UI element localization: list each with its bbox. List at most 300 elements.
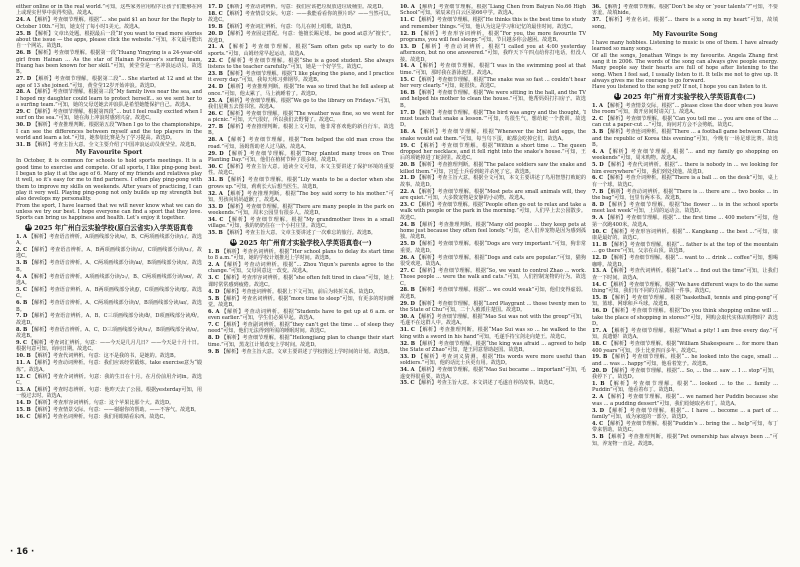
question-number: 23. bbox=[208, 71, 217, 77]
question-number: 16. bbox=[592, 308, 601, 315]
answer-item bbox=[592, 162, 778, 175]
answer-item bbox=[208, 24, 394, 30]
answer-letter: C bbox=[215, 275, 220, 282]
question-number: 14. bbox=[400, 63, 409, 70]
answer-letter: B bbox=[411, 30, 416, 37]
question-number: 35. bbox=[208, 230, 217, 237]
explanation-text: 【解析】考查形容词辨析。根据“she often felt tired in class”可知，她上课时常常感到疲倦。故选C。 bbox=[208, 275, 394, 288]
answer-item bbox=[400, 143, 586, 162]
explanation-text: 【解析】考查细节理解。根据“Whenever the bird laid eggs, the snake would eat them.”可知，每当鸟下蛋，蛇都会吃掉它们。故选A。 bbox=[400, 129, 586, 142]
answer-letter: C bbox=[410, 380, 415, 387]
question-number: 30. bbox=[208, 163, 217, 170]
answer-item bbox=[16, 353, 202, 359]
answer-letter: C bbox=[599, 116, 604, 122]
answer-letter: D bbox=[26, 400, 31, 407]
question-number: 3. bbox=[16, 260, 22, 267]
answer-letter: C bbox=[26, 373, 31, 380]
explanation-text: 【解析】考查细节理解。根据“We go to the library on Fridays.”可知，我们星期五去图书馆。故选A。 bbox=[208, 97, 394, 110]
column-2 bbox=[208, 4, 394, 556]
answer-letter: B bbox=[598, 129, 604, 136]
answer-item bbox=[592, 149, 778, 162]
question-number: 23. bbox=[400, 202, 409, 209]
question-number: 35. bbox=[400, 380, 409, 387]
answer-letter: C bbox=[215, 322, 220, 329]
answer-letter: B bbox=[218, 24, 223, 31]
explanation-text: 【解析】考查细节理解。根据第一段“Huang Yingying is a 24-year-old girl from Hainan ... As the star of Hainan Prisoner’s surfing team, Huang has been known for her skill.”可知，黄莹莹是一名冲浪运动员。故选B。 bbox=[16, 50, 202, 76]
question-number: 11. bbox=[16, 360, 25, 367]
explanation-text: 【解析】考查细节理解。根据“... he looked into the cage, small ... and ... was ... happy”可知，他看着笼子。故选B。 bbox=[592, 354, 778, 367]
explanation-text: 【解析】考查固定搭配。句意：他擅长踢足球。be good at意为“擅长”。故选D。 bbox=[208, 31, 394, 44]
answer-letter: C bbox=[219, 57, 224, 64]
question-number: 18. bbox=[400, 129, 409, 136]
answer-item bbox=[208, 262, 394, 275]
explanation-text: 【解析】考查细节理解。根据第二段“... She started at 12 and at the age of 13 she joined.”可知，黄莹莹12岁开始冲浪。故选D。 bbox=[16, 76, 202, 89]
essay-body: In October, it is common for schools to hold sports meetings. It is a good time to exercise and compete. Of all sports, I like ping-pong best. I began to play it at the age of 6. Many of my friends and relatives play it well, so it’s easy for me to find partners. I often play ping-pong with them to improve my skills on weekends. After years of practicing, I can play it very well. Playing ping-pong not only builds up my strength but also develops my personality. From the sport, I have learned that we will never know what we can do unless we try our best. I hope everyone can find a sport that they love. Sports can bring us happiness and health. Let’s enjoy it together. bbox=[16, 158, 202, 222]
answer-letter: B bbox=[602, 354, 608, 361]
section-heading bbox=[592, 93, 778, 101]
answer-item bbox=[592, 434, 778, 447]
explanation-text: 【解析】考查介词辨析。根据“There is a ball ... on the desk”可知，桌上有一个球。故选C。 bbox=[592, 175, 778, 188]
answer-item bbox=[400, 222, 586, 241]
answer-item bbox=[400, 301, 586, 314]
answer-letter: B bbox=[215, 295, 220, 302]
question-number: 28. bbox=[208, 137, 217, 144]
explanation-text: 【解析】考查名词。根据“... there is a song in my heart”可知，故填song。 bbox=[592, 17, 778, 30]
answer-item bbox=[208, 31, 394, 44]
answer-letter: C bbox=[218, 110, 223, 117]
explanation-text: 【解析】考查推理判断。根据“He was so tired that he fell asleep at once.”可知，他太累了，马上就睡着了。故选D。 bbox=[208, 84, 394, 97]
answer-letter: D bbox=[602, 255, 607, 262]
answer-item bbox=[208, 44, 394, 57]
answer-item bbox=[16, 300, 202, 313]
question-number: 1. bbox=[208, 248, 214, 255]
question-number: 6. bbox=[208, 308, 214, 315]
explanation-text: 【解析】考查细节理解。根据“Can you tell me ... you are one of the ... can cut a paper-cut ...”可知，询问对方会不会剪纸。故选C。 bbox=[592, 116, 778, 129]
answer-item bbox=[400, 31, 586, 44]
question-number: 9. bbox=[208, 348, 214, 355]
answer-letter: C bbox=[26, 413, 31, 420]
question-number: 10. bbox=[592, 228, 601, 235]
answer-letter: C bbox=[599, 420, 604, 427]
explanation-text: 【解析】考查主旨大意。通读全文可知，本文主要讲述了保护环境的重要性。故选C。 bbox=[208, 163, 394, 177]
answer-letter: B bbox=[22, 326, 28, 333]
explanation-text: 【解析】考查情景交际。根据“... please close the door when you leave the room”可知，离开房间时请关门。故选A。 bbox=[592, 102, 778, 116]
explanation-text: 【解析】考查细节理解。根据“Mao Sui became ... important”可知，毛遂变得很重要。故选A。 bbox=[400, 367, 586, 380]
answer-item bbox=[208, 289, 394, 295]
question-number: 34. bbox=[400, 367, 409, 374]
answer-letter: C bbox=[602, 228, 607, 235]
essay-title: My Favourite Song bbox=[652, 30, 718, 38]
answer-letter: A bbox=[215, 308, 220, 315]
question-number: 29. bbox=[16, 109, 25, 116]
answer-item bbox=[592, 175, 778, 188]
answer-item bbox=[16, 340, 202, 353]
question-number: 14. bbox=[592, 281, 601, 288]
answer-letter: B bbox=[22, 260, 28, 267]
answer-item bbox=[208, 309, 394, 322]
question-number: 1. bbox=[592, 381, 598, 388]
question-number: 6. bbox=[16, 300, 22, 307]
answer-item bbox=[592, 268, 778, 281]
answer-letter: B bbox=[26, 353, 31, 360]
explanation-text: 【解析】考查细节理解。根据“the flower ... is in the school sports meet last week”可知，上周的运动会。故选D。 bbox=[592, 202, 778, 215]
explanation-text: 【解析】考查细节理解。根据“... want to ... drink ... coffee”可知，想喝咖啡。故选D。 bbox=[592, 255, 778, 268]
answer-letter: B bbox=[218, 71, 223, 77]
answer-letter: A bbox=[26, 89, 31, 96]
explanation-text: 【解析】考查语音辨析。A项画线部分读/e/，B、C两项画线部分读/iː/。故选A。 bbox=[16, 233, 202, 247]
answer-item bbox=[592, 354, 778, 367]
answer-item bbox=[400, 354, 586, 367]
section-number-badge: 41 bbox=[614, 94, 621, 100]
answer-letter: A bbox=[218, 190, 223, 197]
question-number: 15. bbox=[16, 407, 25, 413]
question-number: 22. bbox=[208, 57, 217, 64]
answer-item bbox=[400, 77, 586, 90]
question-number: 15. bbox=[592, 295, 601, 301]
explanation-text: 【解析】考查形容词辨析。根据“For you, the more favourite TV programs, you will feel sleepy.”可知，节目越多你会越困。故选B。 bbox=[400, 30, 586, 43]
answer-item bbox=[592, 129, 778, 148]
answer-item bbox=[400, 175, 586, 188]
answer-letter: B bbox=[22, 300, 28, 307]
explanation-text: 【解析】考查细节理解。根据“He thinks this is the best time to study and remember things.”可知，他认为这是学习和记忆的最佳时间。故选C。 bbox=[400, 17, 586, 30]
answer-letter: D bbox=[599, 162, 604, 169]
question-number: 4. bbox=[592, 148, 598, 155]
answer-item bbox=[16, 387, 202, 400]
question-number: 24. bbox=[400, 221, 409, 228]
question-number: 29. bbox=[208, 150, 217, 157]
answer-letter: B bbox=[410, 162, 415, 169]
explanation-text: 【解析】考查语音辨析。A、B两项画线部分读/ʌ/，C项画线部分读/uː/。故选C。 bbox=[16, 247, 202, 260]
answer-list-b bbox=[16, 234, 202, 421]
answer-item bbox=[592, 202, 778, 215]
answer-item bbox=[208, 84, 394, 97]
answer-item bbox=[400, 4, 586, 17]
answer-letter: A bbox=[410, 254, 415, 261]
answer-item bbox=[208, 191, 394, 204]
answer-item bbox=[16, 234, 202, 247]
answer-item bbox=[16, 313, 202, 326]
answer-letter: B bbox=[410, 90, 415, 97]
explanation-text: 【解析】考查语音辨析。A项画线部分读/ɔː/，B、C两项画线部分读/əʊ/。故选A。 bbox=[16, 273, 202, 286]
explanation-text: 【解析】考查形容词辨析。句意：这个苹果比那个大。故选D。 bbox=[32, 400, 175, 407]
answer-item bbox=[592, 368, 778, 381]
answer-list-a bbox=[400, 4, 586, 387]
answer-letter: A bbox=[215, 262, 220, 268]
question-number: 3. bbox=[592, 407, 598, 414]
explanation-text: 【解析】考查主旨大意。全文主要介绍了中国冲浪运动员黄莹莹。故选B。 bbox=[32, 141, 200, 148]
answer-item bbox=[592, 282, 778, 295]
column-3 bbox=[400, 4, 586, 556]
answer-item bbox=[208, 230, 394, 236]
answer-letter: A bbox=[599, 215, 604, 222]
answer-letter: C bbox=[410, 267, 415, 274]
answer-letter: A bbox=[411, 129, 416, 136]
answer-item bbox=[208, 111, 394, 124]
answer-item bbox=[400, 287, 586, 300]
explanation-text: 【解析】考查细节理解。根据“... we named her Puddin because she was ... a pudding dessert”可知，我们给她取名布丁。故选A。 bbox=[592, 394, 778, 407]
answer-list-b bbox=[208, 249, 394, 355]
explanation-text: 【解析】考查主旨大意。文章主要讲述了学校推迟上学时间的计划。故选B。 bbox=[220, 348, 393, 355]
explanation-text: 【解析】考查推理判断。根据“Mao Sui was so ... he walked to the king with a sword in his hand”可知，毛遂手持宝剑走向楚王。故选C。 bbox=[400, 327, 586, 340]
answer-letter: A bbox=[602, 268, 607, 275]
question-number: 34. bbox=[208, 217, 217, 224]
answer-item bbox=[208, 124, 394, 137]
essay-title: My Favourite Sport bbox=[75, 149, 143, 157]
explanation-text: 【解析】考查细节理解。根据“Lord Playgrant ... those twenty men to the State of Chu”可知，二十人被派往楚国。故选D。 bbox=[400, 300, 586, 314]
answer-letter: C bbox=[219, 217, 224, 224]
explanation-text: 【解析】考查细节理解。根据“The weather was fine, so we went for a picnic.”可知，天气很好，所以我们去野餐了。故选C。 bbox=[208, 110, 394, 124]
explanation-text: 【解析】考查细节理解。根据“People often go out to relax and take a walk with people or the park in the morning.”可知，人们早上去公园散步。故选C。 bbox=[400, 202, 586, 221]
section-title: 2025 年广州育才实验学校入学英语真卷(二) bbox=[623, 92, 756, 101]
question-number: 21. bbox=[208, 44, 217, 51]
question-number: 5. bbox=[16, 286, 22, 293]
answer-item bbox=[208, 217, 394, 230]
answer-letter: B bbox=[599, 188, 604, 195]
answer-letter: A bbox=[26, 17, 31, 24]
answer-item bbox=[16, 142, 202, 148]
answer-letter: C bbox=[410, 202, 415, 209]
answer-letter: C bbox=[602, 341, 607, 348]
explanation-text: 【解析】考查细节理解。根据“There are many people in the park on weekends.”可知，周末公园里有很多人。故选D。 bbox=[208, 203, 394, 217]
explanation-text: 【解析】考查动词辨析。根据“I called you at 4:00 yesterday afternoon, but no one answered.”可知，我昨天下午四点给你打电话，但没人接。故选D。 bbox=[400, 43, 586, 63]
answer-letter: B bbox=[600, 381, 605, 388]
answer-item bbox=[16, 89, 202, 108]
question-number: 32. bbox=[208, 190, 217, 197]
question-number: 30. bbox=[16, 122, 25, 129]
explanation-text: 【解析】考查代词辨析。句意：这不是我的书，是她的。故选B。 bbox=[32, 353, 179, 360]
section-title: 2025 年广州育才实验学校入学英语真卷(一) bbox=[239, 238, 372, 247]
question-number: 10. bbox=[16, 353, 25, 360]
question-number: 5. bbox=[208, 295, 214, 302]
answer-list-a bbox=[208, 4, 394, 237]
answer-letter: D bbox=[219, 150, 224, 157]
answer-item bbox=[400, 380, 586, 386]
question-number: 18. bbox=[208, 10, 217, 17]
question-number: 13. bbox=[592, 268, 601, 275]
answer-letter: A bbox=[410, 314, 415, 321]
question-number: 17. bbox=[592, 327, 601, 334]
question-number: 25. bbox=[208, 97, 217, 104]
answer-letter: D bbox=[218, 203, 224, 210]
answer-item bbox=[16, 287, 202, 300]
answer-item bbox=[208, 58, 394, 71]
question-number: 37. bbox=[592, 17, 601, 24]
answer-letter: B bbox=[26, 407, 31, 413]
answer-item bbox=[400, 162, 586, 175]
question-number: 30. bbox=[400, 314, 409, 321]
question-number: 31. bbox=[16, 141, 25, 148]
explanation-text: 【解析】考查细节理解。根据“Most pets are small animals will, they are quiet.”可知，大多数宠物是安静的小动物。故选A。 bbox=[400, 188, 586, 202]
question-number: 27. bbox=[400, 267, 409, 274]
explanation-text: 【解析】考查细节理解。根据“We were sitting in the hall, and the TV and helped his mother to clean the house.”可知，他帮妈妈打扫房子。故选B。 bbox=[400, 90, 586, 109]
explanation-text: 【解析】考查主旨大意。文章主要讲述了一次难忘的旅行。故选B。 bbox=[224, 230, 376, 237]
answer-letter: B bbox=[599, 434, 604, 441]
explanation-text: 【解析】考查细节理解。根据“Dogs are very important.”可知，狗非常重要。故选D。 bbox=[400, 241, 586, 254]
question-number: 25. bbox=[400, 241, 409, 248]
explanation-text: 【解析】考查细节理解。根据“What a pity! I am free every day.”可知，真遗憾！故选A。 bbox=[592, 327, 778, 341]
question-number: 32. bbox=[400, 340, 409, 347]
question-number: 5. bbox=[592, 434, 598, 441]
answer-item bbox=[592, 215, 778, 228]
explanation-text: 【解析】考查细节理解。根据“Don’t be shy or ‘your talents’?”可知，不要害羞。故填hide。 bbox=[592, 4, 778, 17]
explanation-text: 【解析】考查时态辨析。句意：他昨天去了公园。根据yesterday可知，用一般过去时。故选A。 bbox=[16, 386, 202, 400]
answer-letter: D bbox=[214, 288, 220, 295]
question-number: 12. bbox=[16, 373, 25, 380]
question-number: 17. bbox=[208, 4, 217, 10]
answer-letter: C bbox=[410, 327, 415, 334]
question-number: 13. bbox=[400, 43, 409, 50]
answer-letter: B bbox=[218, 124, 224, 131]
explanation-text: 【解析】考查细节理解。根据“I like playing the piano, and I practice it every day.”可知，我每天练习弹钢琴。故选B。 bbox=[208, 71, 394, 84]
explanation-text: 【解析】考查细节理解。根据“Puddin’s ... bring the ... help”可知，布丁带来帮助。故选C。 bbox=[592, 420, 778, 434]
answer-item bbox=[592, 341, 778, 354]
explanation-text: 【解析】考查细节理解。根据“Heilongjiang plan to change their start time.”可知，黑龙江计划改变上学时间。故选D。 bbox=[208, 335, 394, 348]
section-heading bbox=[16, 224, 202, 232]
answer-item bbox=[592, 189, 778, 202]
answer-item bbox=[208, 137, 394, 150]
question-number: 1. bbox=[592, 102, 598, 109]
question-number: 10. bbox=[400, 4, 409, 10]
answer-letter: D bbox=[599, 407, 605, 414]
question-number: 33. bbox=[208, 203, 217, 210]
answer-item bbox=[208, 4, 394, 10]
answer-item bbox=[16, 260, 202, 273]
answer-item bbox=[592, 17, 778, 30]
question-number: 27. bbox=[16, 76, 25, 83]
answer-item bbox=[400, 189, 586, 202]
answer-letter: B bbox=[602, 295, 608, 301]
answer-item bbox=[592, 103, 778, 116]
answer-letter: D bbox=[602, 367, 608, 374]
question-number: 19. bbox=[400, 142, 409, 149]
section-number-badge: 40 bbox=[230, 240, 237, 246]
explanation-text: 【解析】考查词汇辨析。句意：——今天是几月几日？——今天是十月十日。根据句意可知，询问日期。故选C。 bbox=[16, 340, 202, 353]
answer-letter: A bbox=[218, 97, 223, 104]
answer-item bbox=[592, 116, 778, 129]
explanation-text: 【解析】考查细节理解。根据“My grandmother lives in a small village.”可知，我的奶奶住在一个小村庄里。故选C。 bbox=[208, 217, 394, 230]
answer-letter: A bbox=[410, 367, 415, 374]
answer-item bbox=[592, 255, 778, 268]
answer-item bbox=[592, 4, 778, 17]
explanation-text: 【解析】考查推理判断。根据“The palace soldiers saw the snake and killed them.”可知，宫廷士兵看到蛇并杀死了它。故选B。 bbox=[400, 162, 586, 175]
answer-letter: C bbox=[410, 76, 415, 83]
answer-item bbox=[16, 50, 202, 75]
explanation-text: 【解析】考查名词辨析。根据“more time to sleep”可知，有更多的时间睡觉。故选B。 bbox=[208, 295, 394, 308]
question-number: 7. bbox=[208, 322, 214, 329]
question-number: 20. bbox=[208, 31, 217, 38]
explanation-text: 【解析】考查细节理解。根据“Within a short time ... The queen dropped her necklace, and it fell right into the snake’s house.”可知，王后的项链掉进了蛇洞里。故选C。 bbox=[400, 142, 586, 162]
answer-item bbox=[208, 204, 394, 217]
answer-letter: D bbox=[410, 175, 415, 182]
explanation-text: 【解析】考查细节理解。根据“The bird was angry and the thought, ‘I must teach that snake a lesson.’”可知，鸟很生气，想给蛇一个教训。故选D。 bbox=[400, 109, 586, 129]
question-number: 26. bbox=[16, 50, 25, 57]
answer-item bbox=[208, 151, 394, 164]
question-number: 18. bbox=[592, 341, 601, 348]
answer-item bbox=[400, 17, 586, 30]
answer-letter: C bbox=[602, 281, 607, 288]
answer-item bbox=[400, 241, 586, 254]
explanation-text: 【解析】考查词汇辨析。句意：鸟儿在树上唱歌。故选B。 bbox=[224, 24, 356, 31]
answer-letter: D bbox=[411, 353, 416, 360]
answer-letter: B bbox=[410, 340, 416, 347]
explanation-text: 【解析】考查推理判断。根据“Pet ownership has always been ...”可知，养宠物一直是。故选B。 bbox=[592, 434, 778, 447]
explanation-text: 【解析】考查动词辨析。根据“Students have to get up at 6 a.m. or even earlier.”可知，学生们必须早起。故选A。 bbox=[208, 308, 394, 322]
question-number: 7. bbox=[16, 313, 22, 320]
explanation-text: 【解析】考查细节理解。根据“Sam often gets up early to do sports.”可知，山姆经常早起运动。故选A。 bbox=[208, 44, 394, 57]
explanation-text: 【解析】考查情景交际。句意：——谢谢你的帮助。——不客气。故选B。 bbox=[32, 407, 200, 413]
explanation-text: 【解析】考查细节理解。根据“the king was afraid ... agreed to help the State of Zhao”可知，楚王同意帮助赵国。故选B。 bbox=[400, 340, 586, 353]
question-number: 22. bbox=[400, 188, 409, 195]
explanation-text: 【解析】考查细节理解。根据“William Shakespeare ... for more than 400 years”可知，莎士比亚四百多年。故选C。 bbox=[592, 341, 778, 354]
explanation-text: 【解析】考查连词辨析。根据“There ... a football game between China and the republic of Korea this evening”可知，今晚有一场足球比赛。故选B。 bbox=[592, 129, 778, 148]
answer-letter: A bbox=[411, 63, 415, 70]
answer-letter: B bbox=[218, 177, 224, 184]
question-number: 3. bbox=[592, 129, 598, 136]
question-number: 2. bbox=[592, 394, 598, 401]
explanation-text: 【解析】考查细节理解。根据第四段“... but I feel really excited when I surf on the sea.”可知，她在海上冲浪时感到兴奋。故选C。 bbox=[16, 109, 202, 122]
explanation-text: 【解析】考查词义猜测。根据“His words were more useful than soldiers.”可知，他的话比士兵更有用。故选D。 bbox=[400, 353, 586, 367]
answer-item bbox=[16, 360, 202, 373]
question-number: 6. bbox=[592, 175, 598, 182]
question-number: 9. bbox=[592, 215, 598, 222]
answer-item bbox=[400, 367, 586, 380]
explanation-text: 【解析】考查细节理解。根据“... father is at the top of the mountain ... go there”可知，父亲在山顶。故选B。 bbox=[592, 241, 778, 255]
explanation-text: 【解析】考查语音辨析。A、C两项画线部分读/aɪ/，B项画线部分读/ɪ/。故选B。 bbox=[16, 260, 202, 273]
explanation-text: 【解析】考查细节理解。根据“The snake was so fast ... couldn’t hear her very clearly.”可知，蛇很快。故选C。 bbox=[400, 76, 586, 90]
question-number: 31. bbox=[208, 177, 217, 184]
answer-item bbox=[400, 90, 586, 109]
answer-letter: C bbox=[26, 109, 31, 116]
explanation-text: 【解析】考查连词辨析。根据上下文可知，前后为转折关系。故选D。 bbox=[221, 288, 378, 295]
answer-item bbox=[400, 314, 586, 327]
answer-letter: C bbox=[218, 163, 223, 170]
answer-letter: D bbox=[26, 76, 32, 83]
question-number: 33. bbox=[400, 353, 409, 360]
explanation-text: 【解析】考查推理判断。根据第五段“When I go to the championships, I can see the differences between myself and the top players in the world and learn a lot.”可知，她参加比赛是为了学习提高。故选D。 bbox=[16, 122, 202, 142]
explanation-text: 【解析】考查细节理解。根据“Lily wants to be a doctor when she grows up.”可知，莉莉长大后想当医生。故选B。 bbox=[208, 177, 394, 190]
answer-letter: A bbox=[599, 148, 604, 155]
explanation-text: 【解析】考查语音辨析。A、C、D三项画线部分读/uː/，B项画线部分读/ʊ/。故选B。 bbox=[16, 326, 202, 340]
answer-item bbox=[592, 381, 778, 394]
answer-list-b bbox=[592, 103, 778, 447]
explanation-text: 【解析】考查细节理解。根据“Tom helped the old man cross the road.”可知，汤姆帮助老人过马路。故选A。 bbox=[208, 137, 394, 150]
answer-item bbox=[16, 76, 202, 89]
answer-letter: A bbox=[219, 44, 224, 51]
answer-letter: B bbox=[26, 30, 31, 37]
explanation-text: 【解析】考查动词辨析。根据“... Zhou Yiqun’s parents agree to the change.”可知，父母同意这一改变。故选A。 bbox=[208, 262, 394, 275]
answer-item bbox=[208, 98, 394, 111]
explanation-text: 【解析】考查细节理解。根据第三段“My family lives near the sea, and I hoped my daughter could learn to protect herself... so we sent her to a surfing team.”可知，她的父母送她去冲浪队是希望她能保护自己。故选A。 bbox=[16, 89, 202, 109]
question-number: 17. bbox=[400, 109, 409, 116]
answer-letter: D bbox=[218, 84, 224, 91]
answer-letter: A bbox=[26, 386, 31, 393]
question-number: 3. bbox=[208, 275, 214, 282]
question-number: 2. bbox=[208, 262, 214, 268]
page-number: · 16 · bbox=[10, 547, 35, 557]
question-number: 12. bbox=[400, 30, 409, 37]
answer-item bbox=[592, 229, 778, 242]
explanation-text: 【解析】考查推理判断。根据“The boy said sorry to his mother.”可知，男孩向妈妈道歉了。故选A。 bbox=[208, 190, 394, 203]
answer-item bbox=[208, 164, 394, 177]
answer-item bbox=[400, 63, 586, 76]
question-number: 12. bbox=[592, 255, 601, 262]
answer-letter: C bbox=[411, 142, 416, 149]
question-number: 5. bbox=[592, 162, 598, 169]
question-number: 7. bbox=[592, 188, 598, 195]
question-number: 2. bbox=[16, 247, 22, 254]
question-number: 13. bbox=[16, 386, 25, 393]
question-number: 29. bbox=[400, 300, 409, 307]
